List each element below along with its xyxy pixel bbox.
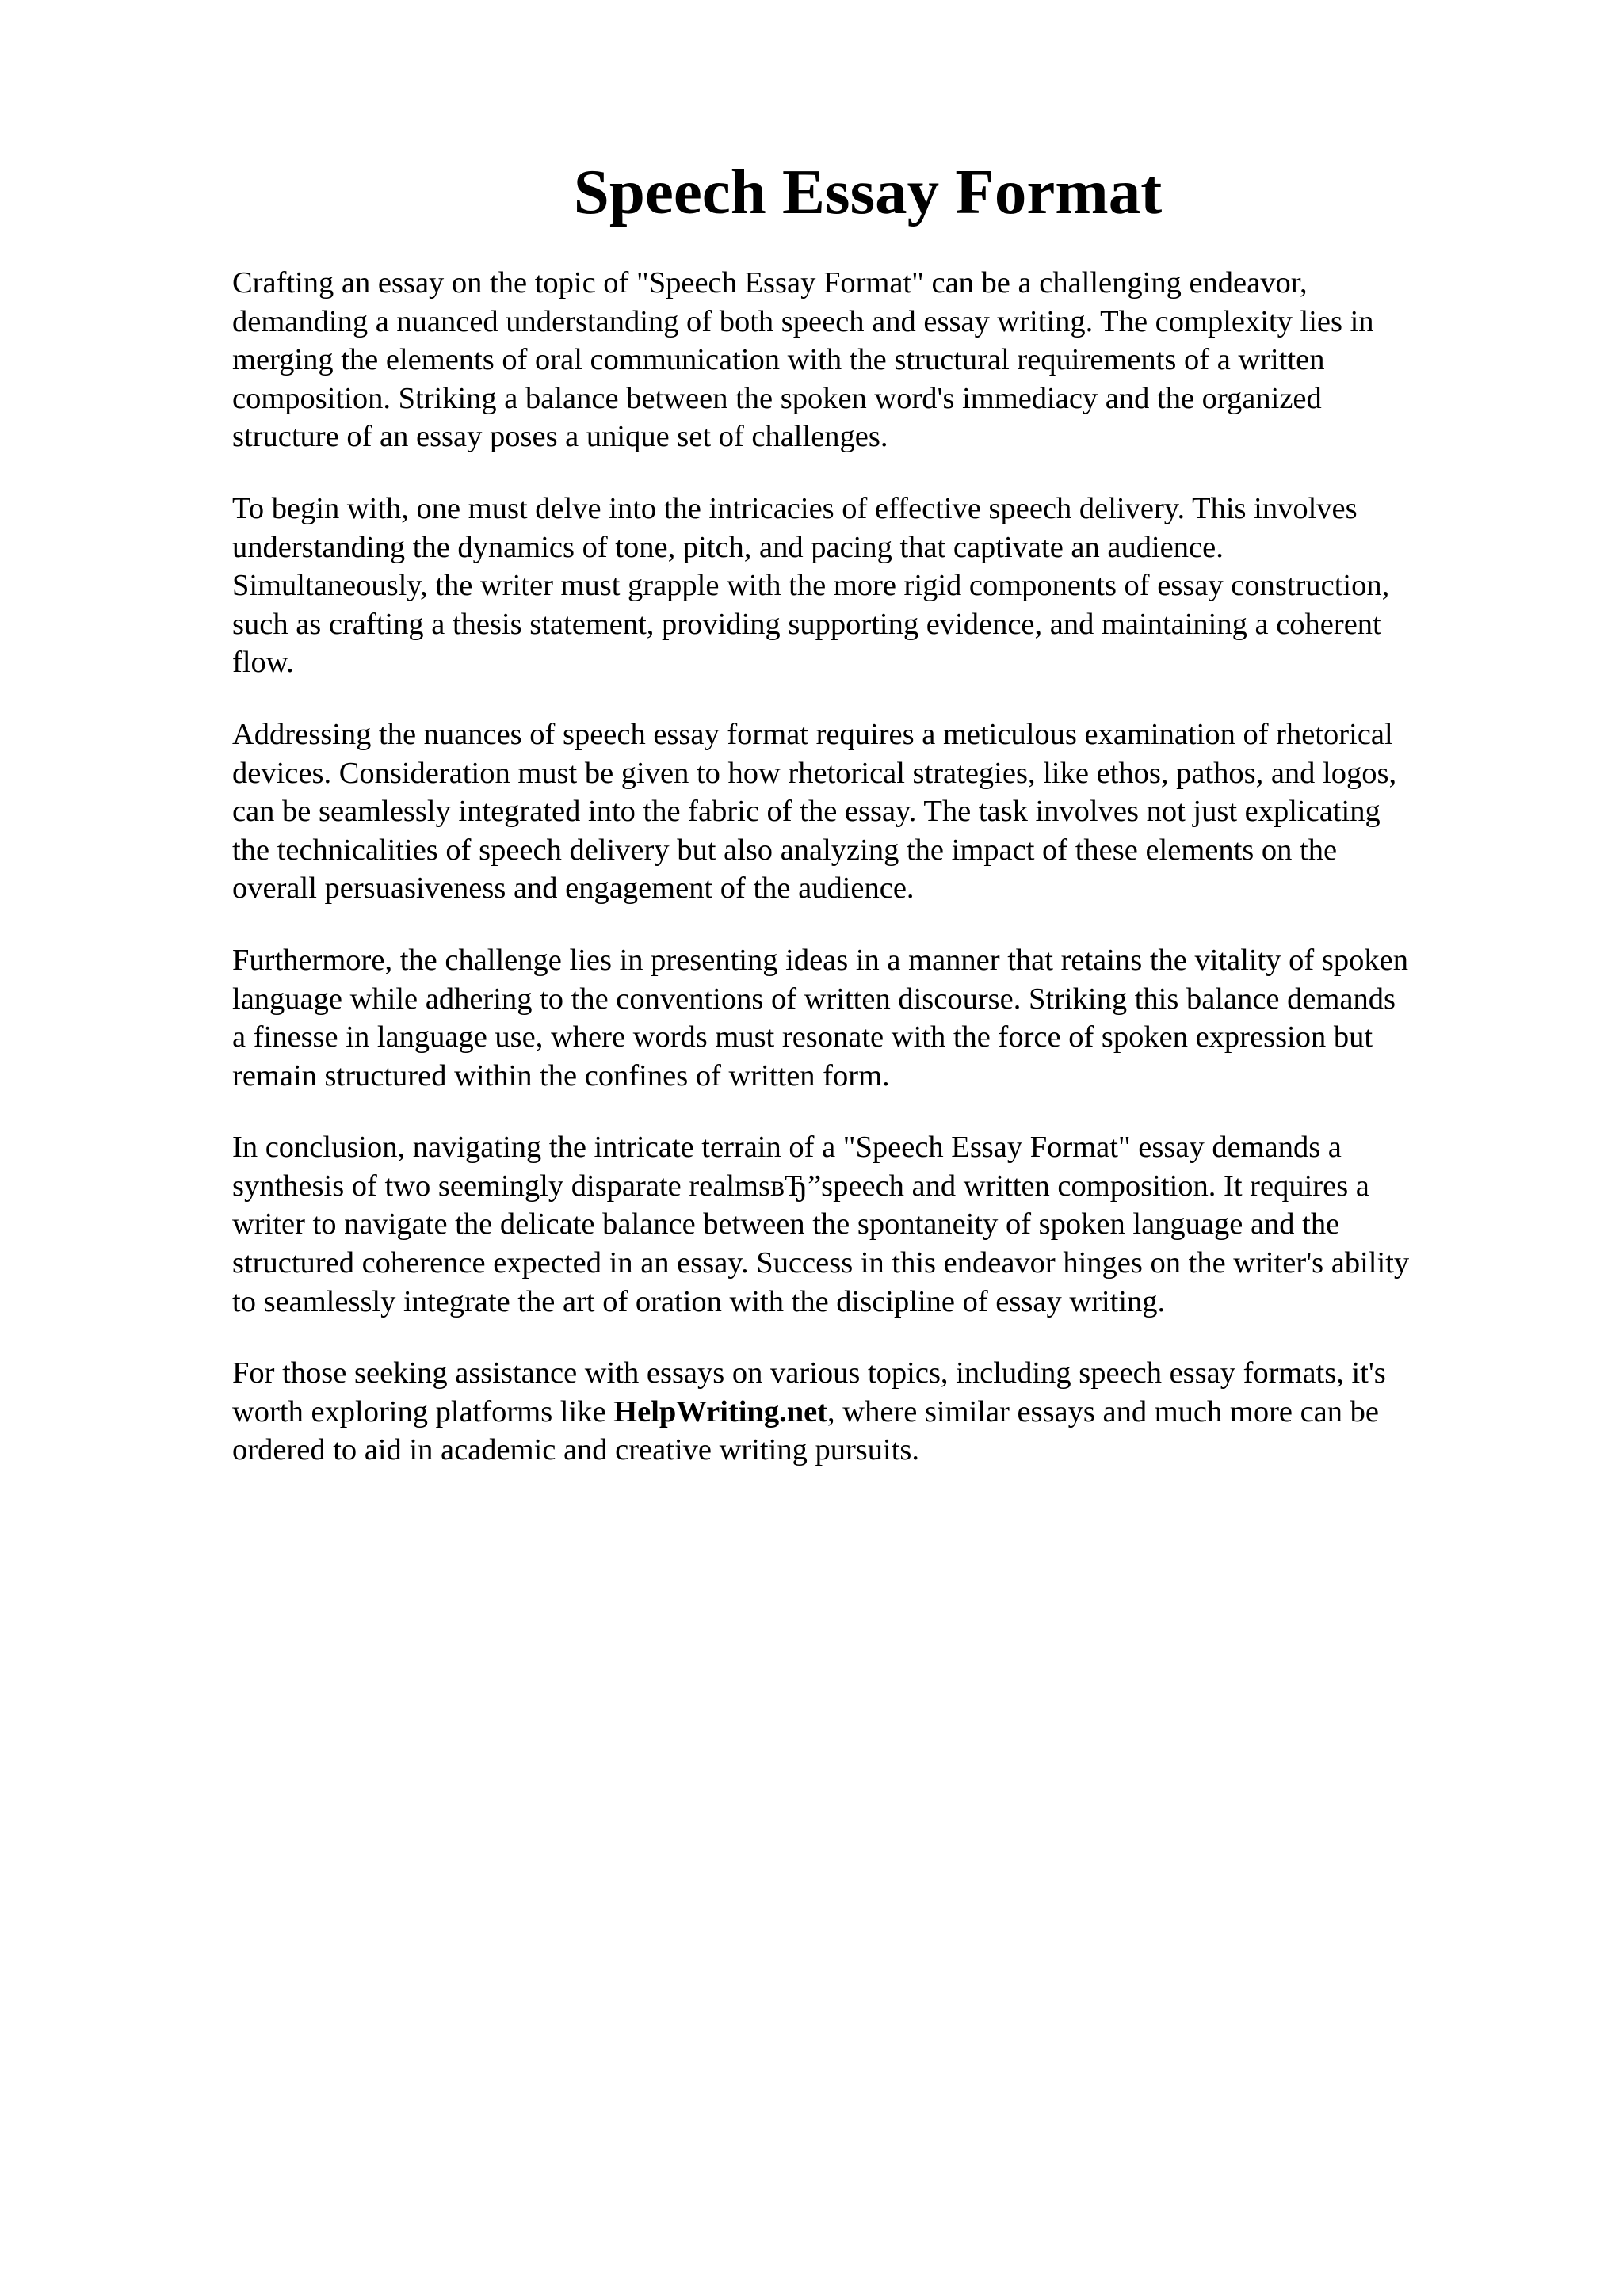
essay-body <box>232 264 1532 1503</box>
paragraph-line: ordered to aid in academic and creative writing pursuits. <box>232 1433 920 1467</box>
closing-text-after-link: , where similar essays and much more can be <box>827 1394 1379 1428</box>
paragraph-5 <box>232 1128 1532 1321</box>
paragraph-line: Crafting an essay on the topic of "Speech Essay Format" can be a challenging endeavor, <box>232 266 1308 299</box>
paragraph-line: language while adhering to the conventions of written discourse. Striking this balance demands <box>232 982 1396 1016</box>
paragraph-line: Furthermore, the challenge lies in presenting ideas in a manner that retains the vitality of spoken <box>232 943 1408 977</box>
paragraph-line: writer to navigate the delicate balance between the spontaneity of spoken language and the <box>232 1207 1340 1241</box>
page-title: Speech Essay Format <box>573 156 1163 227</box>
helpwriting-link[interactable]: HelpWriting.net <box>613 1394 828 1428</box>
paragraph-4 <box>232 941 1532 1095</box>
paragraph-line: merging the elements of oral communication with the structural requirements of a written <box>232 343 1325 377</box>
paragraph-line: such as crafting a thesis statement, providing supporting evidence, and maintaining a coherent <box>232 607 1381 641</box>
paragraph-2 <box>232 490 1532 682</box>
paragraph-1 <box>232 264 1532 456</box>
closing-text-before-link: worth exploring platforms like <box>232 1394 614 1428</box>
paragraph-line <box>232 1393 1532 1432</box>
paragraph-line: the technicalities of speech delivery but also analyzing the impact of these elements on the <box>232 833 1338 867</box>
paragraph-line: Addressing the nuances of speech essay format requires a meticulous examination of rhetorical <box>232 717 1393 751</box>
paragraph-line: devices. Consideration must be given to how rhetorical strategies, like ethos, pathos, and logos, <box>232 756 1397 790</box>
paragraph-line: structured coherence expected in an essay. Success in this endeavor hinges on the writer's ability <box>232 1246 1410 1280</box>
paragraph-3 <box>232 715 1532 908</box>
paragraph-line: Simultaneously, the writer must grapple with the more rigid components of essay construction, <box>232 569 1390 603</box>
paragraph-line: remain structured within the confines of written form. <box>232 1058 890 1093</box>
paragraph-line: In conclusion, navigating the intricate terrain of a "Speech Essay Format" essay demands a <box>232 1131 1342 1165</box>
paragraph-line: composition. Striking a balance between the spoken word's immediacy and the organized <box>232 381 1322 415</box>
paragraph-line: demanding a nuanced understanding of both speech and essay writing. The complexity lies in <box>232 304 1374 338</box>
paragraph-line: understanding the dynamics of tone, pitch, and pacing that captivate an audience. <box>232 530 1224 564</box>
paragraph-line: flow. <box>232 646 294 680</box>
paragraph-line: To begin with, one must delve into the intricacies of effective speech delivery. This involves <box>232 491 1358 525</box>
paragraph-line: to seamlessly integrate the art of oration with the discipline of essay writing. <box>232 1284 1166 1318</box>
paragraph-line: structure of an essay poses a unique set of challenges. <box>232 420 888 454</box>
closing-paragraph <box>232 1354 1532 1470</box>
paragraph-line: a finesse in language use, where words must resonate with the force of spoken expression but <box>232 1020 1373 1055</box>
paragraph-line: For those seeking assistance with essays on various topics, including speech essay formats, it's <box>232 1356 1386 1390</box>
paragraph-line: overall persuasiveness and engagement of the audience. <box>232 871 915 906</box>
paragraph-line: can be seamlessly integrated into the fabric of the essay. The task involves not just explicating <box>232 795 1381 829</box>
paragraph-line: synthesis of two seemingly disparate realmsвЂ”speech and written composition. It requires a <box>232 1169 1369 1203</box>
